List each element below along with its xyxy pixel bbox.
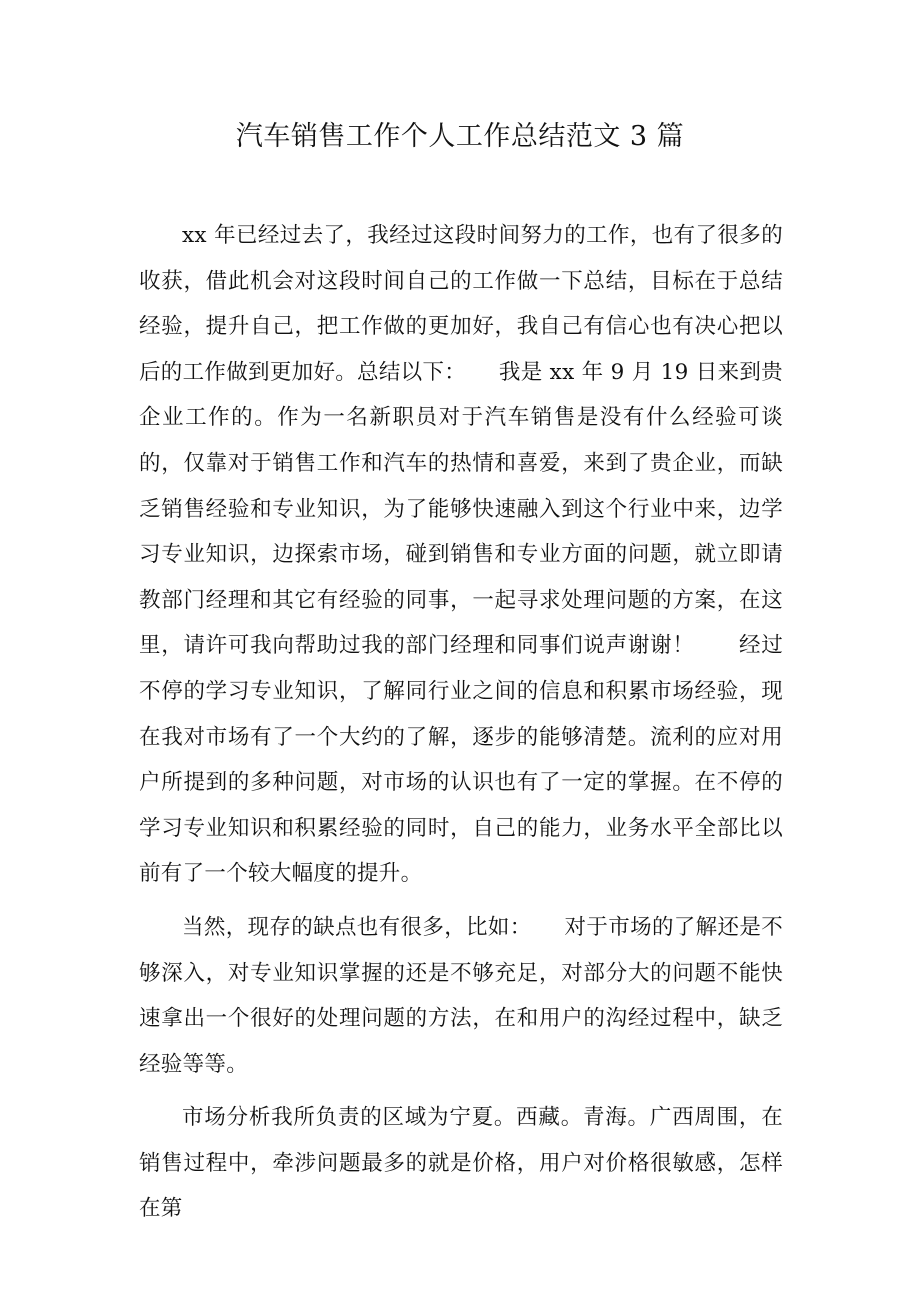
document-title: 汽车销售工作个人工作总结范文 3 篇	[235, 121, 685, 152]
paragraph-2: 当然，现存的缺点也有很多，比如： 对于市场的了解还是不够深入，对专业知识掌握的还是不够充足，对部分大的问题不能快速拿出一个很好的处理问题的方法，在和用户的沟经过程中，缺乏经验等等。	[139, 914, 783, 1077]
document-body	[139, 213, 783, 1240]
paragraph-1: xx 年已经过去了，我经过这段时间努力的工作，也有了很多的收获，借此机会对这段时间自己的工作做一下总结，目标在于总结经验，提升自己，把工作做的更加好，我自己有信心也有决心把以后的工作做到更加好。总结以下： 我是 xx 年 9 月 19 日来到贵企业工作的。作为一名新职员对于汽车销售是没有什么经验可谈的，仅靠对于销售工作和汽车的热情和喜爱，来到了贵企业，而缺乏销售经验和专业知识，为了能够快速融入到这个行业中来，边学习专业知识，边探索市场，碰到销售和专业方面的问题，就立即请教部门经理和其它有经验的同事，一起寻求处理问题的方案，在这里，请许可我向帮助过我的部门经理和同事们说声谢谢！ 经过不停的学习专业知识，了解同行业之间的信息和积累市场经验，现在我对市场有了一个大约的了解，逐步的能够清楚。流利的应对用户所提到的多种问题，对市场的认识也有了一定的掌握。在不停的学习专业知识和积累经验的同时，自己的能力，业务水平全部比以前有了一个较大幅度的提升。	[139, 223, 783, 887]
paragraph-3: 市场分析我所负责的区域为宁夏。西藏。青海。广西周围，在销售过程中，牵涉问题最多的就是价格，用户对价格很敏感，怎样在第	[139, 1105, 783, 1222]
